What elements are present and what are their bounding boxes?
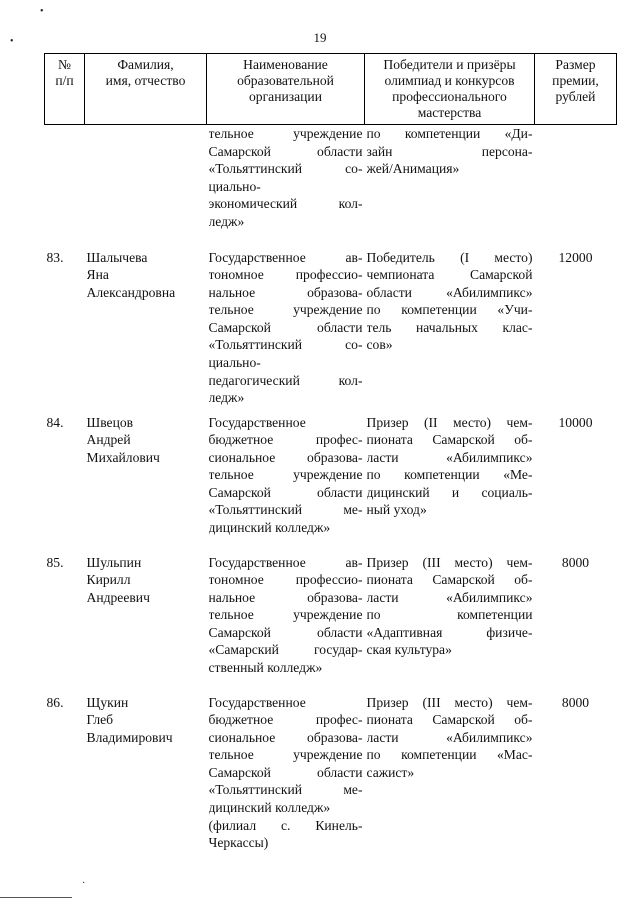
- win-line: по компетенции «Ди-: [366, 126, 533, 141]
- name-line: Шульпин: [86, 554, 142, 570]
- org-line: сиональное образова-: [208, 449, 363, 465]
- name-line: Глеб: [86, 712, 114, 728]
- win-line: пионата Самарской об-: [366, 572, 533, 588]
- header-line: организации: [249, 89, 322, 104]
- name-line: Андреевич: [86, 589, 150, 605]
- org-line: тельное учреждение: [208, 467, 363, 483]
- header-winners: [365, 54, 535, 125]
- table-row: [45, 554, 617, 694]
- cell-org: [207, 249, 365, 414]
- name-line: Шалычева: [86, 249, 148, 265]
- scan-speck: •: [40, 6, 44, 17]
- header-line: имя, отчество: [105, 73, 186, 88]
- header-line: рублей: [555, 89, 596, 104]
- header-line: Победители и призёры: [383, 57, 516, 72]
- prize-amount: 12000: [558, 249, 593, 265]
- org-line: циально-: [208, 178, 261, 194]
- name-line: Яна: [86, 267, 109, 283]
- header-line: №: [58, 57, 71, 72]
- win-line: зайн персона-: [366, 143, 533, 159]
- org-line: (филиал с. Кинель-: [208, 817, 363, 833]
- cell-org: [207, 125, 365, 249]
- org-line: Государственное: [208, 694, 306, 710]
- win-line: Призер (II место) чем-: [366, 414, 533, 430]
- org-line: Государственное: [208, 414, 306, 430]
- org-line: тельное учреждение: [208, 302, 363, 318]
- header-name: [85, 54, 207, 125]
- cell-winners: [365, 125, 535, 249]
- org-line: циально-: [208, 355, 261, 371]
- org-line: «Тольяттинский ме-: [208, 502, 363, 518]
- name-line: Андрей: [86, 432, 131, 448]
- org-line: сиональное образова-: [208, 729, 363, 745]
- org-line: тельное учреждение: [208, 607, 363, 623]
- org-line: Самарской области: [208, 143, 363, 159]
- cell-name: [85, 694, 207, 852]
- header-line: мастерства: [417, 105, 482, 120]
- cell-winners: [365, 414, 535, 554]
- cell-winners: [365, 554, 535, 694]
- table-row: [45, 249, 617, 414]
- org-line: Самарской области: [208, 319, 363, 335]
- org-line: экономический кол-: [208, 196, 363, 212]
- cell-org: [207, 694, 365, 852]
- win-line: ласти «Абилимпикс»: [366, 589, 533, 605]
- org-line: Самарской области: [208, 764, 363, 780]
- table-row: [45, 694, 617, 852]
- win-line: ская культура»: [366, 642, 452, 658]
- org-line: дицинский колледж»: [208, 800, 331, 816]
- win-line: области «Абилимпикс»: [366, 284, 533, 300]
- table-row-continuation: [45, 125, 617, 249]
- header-org: [207, 54, 365, 125]
- scan-speck: ·: [82, 878, 86, 889]
- org-line: Черкассы): [208, 835, 269, 851]
- header-line: премии,: [552, 73, 599, 88]
- page-number: 19: [313, 30, 327, 45]
- win-line: по компетенции «Ме-: [366, 467, 533, 483]
- win-line: чемпионата Самарской: [366, 267, 533, 283]
- prize-amount: 8000: [561, 554, 590, 570]
- win-line: ласти «Абилимпикс»: [366, 449, 533, 465]
- org-line: «Тольяттинский со-: [208, 337, 363, 353]
- header-line: Размер: [555, 57, 596, 72]
- header-prize: [535, 54, 617, 125]
- win-line: «Адаптивная физиче-: [366, 624, 533, 640]
- name-line: Михайлович: [86, 449, 160, 465]
- prize-amount: 10000: [558, 414, 593, 430]
- header-line: образовательной: [237, 73, 334, 88]
- name-line: Щукин: [86, 694, 129, 710]
- org-line: «Тольяттинский со-: [208, 161, 363, 177]
- org-line: «Тольяттинский ме-: [208, 782, 363, 798]
- win-line: пионата Самарской об-: [366, 712, 533, 728]
- header-line: п/п: [55, 73, 74, 88]
- org-line: тельное учреждение: [208, 747, 363, 763]
- cell-winners: [365, 249, 535, 414]
- win-line: сажист»: [366, 764, 415, 780]
- org-line: нальное образова-: [208, 284, 363, 300]
- row-num: 83.: [46, 249, 64, 265]
- cell-org: [207, 554, 365, 694]
- org-line: Государственное ав-: [208, 249, 363, 265]
- org-line: Самарской области: [208, 484, 363, 500]
- header-line: Наименование: [243, 57, 328, 72]
- win-line: сов»: [366, 337, 393, 353]
- awards-table: [44, 53, 617, 852]
- name-line: Швецов: [86, 414, 134, 430]
- prize-amount: 8000: [561, 694, 590, 710]
- org-line: тельное учреждение: [208, 126, 363, 141]
- win-line: Призер (III место) чем-: [366, 694, 533, 710]
- win-line: по компетенции: [366, 607, 533, 623]
- win-line: жей/Анимация»: [366, 161, 460, 177]
- win-line: Победитель (I место): [366, 249, 533, 265]
- org-line: педагогический кол-: [208, 372, 363, 388]
- cell-name: [85, 414, 207, 554]
- header-line: Фамилия,: [117, 57, 174, 72]
- org-line: бюджетное профес-: [208, 432, 363, 448]
- header-line: профессионального: [392, 89, 507, 104]
- org-line: ледж»: [208, 390, 245, 406]
- cell-name: [85, 554, 207, 694]
- org-line: нальное образова-: [208, 589, 363, 605]
- org-line: бюджетное профес-: [208, 712, 363, 728]
- cell-winners: [365, 694, 535, 852]
- org-line: ледж»: [208, 213, 245, 229]
- win-line: пионата Самарской об-: [366, 432, 533, 448]
- win-line: ласти «Абилимпикс»: [366, 729, 533, 745]
- org-line: ственный колледж»: [208, 660, 323, 676]
- name-line: Владимирович: [86, 729, 173, 745]
- win-line: дицинский и социаль-: [366, 484, 533, 500]
- org-line: дицинский колледж»: [208, 520, 331, 536]
- table-row: [45, 414, 617, 554]
- org-line: Государственное ав-: [208, 554, 363, 570]
- header-line: олимпиад и конкурсов: [384, 73, 515, 88]
- cell-name: [85, 249, 207, 414]
- org-line: тономное профессио-: [208, 267, 363, 283]
- win-line: тель начальных клас-: [366, 319, 533, 335]
- win-line: по компетенции «Учи-: [366, 302, 533, 318]
- cell-org: [207, 414, 365, 554]
- win-line: по компетенции «Мас-: [366, 747, 533, 763]
- scan-speck: •: [10, 36, 14, 47]
- table-header-row: [45, 54, 617, 125]
- win-line: ный уход»: [366, 502, 427, 518]
- row-num: 85.: [46, 554, 64, 570]
- row-num: 86.: [46, 694, 64, 710]
- org-line: «Самарский государ-: [208, 642, 363, 658]
- header-num: [45, 54, 85, 125]
- org-line: Самарской области: [208, 624, 363, 640]
- name-line: Александровна: [86, 284, 176, 300]
- divider: [0, 897, 72, 898]
- win-line: Призер (III место) чем-: [366, 554, 533, 570]
- row-num: 84.: [46, 414, 64, 430]
- name-line: Кирилл: [86, 572, 131, 588]
- org-line: тономное профессио-: [208, 572, 363, 588]
